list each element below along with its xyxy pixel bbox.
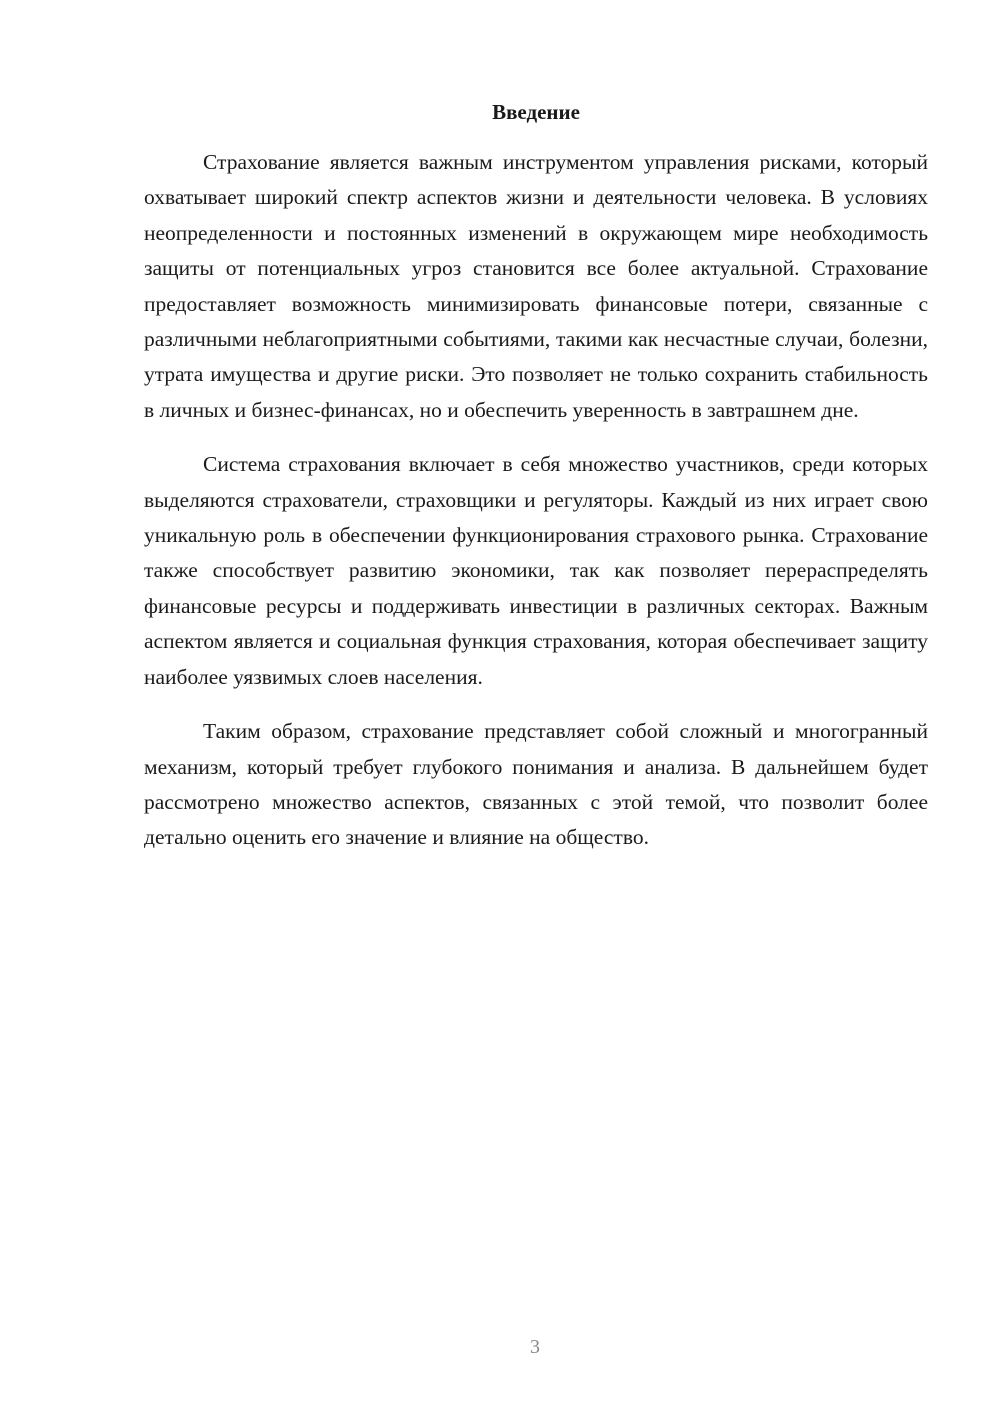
body-text [144,145,928,875]
page-number: 3 [530,1336,540,1358]
paragraph-3: Таким образом, страхование представляет собой сложный и многогранный механизм, который требует глубокого понимания и анализа. В дальнейшем будет рассмотрено множество аспектов, связанных с этой темой, что позволит более детально оценить его значение и влияние на общество. [144,719,928,850]
paragraph-2: Система страхования включает в себя множество участников, среди которых выделяются страхователи, страховщики и регуляторы. Каждый из них играет свою уникальную роль в обеспечении функционирования страхового рынка. Страхование также способствует развитию экономики, так как позволяет перераспределять финансовые ресурсы и поддерживать инвестиции в различных секторах. Важным аспектом является и социальная функция страхования, которая обеспечивает защиту наиболее уязвимых слоев населения. [144,452,928,689]
page-title: Введение [492,100,580,124]
paragraph-1: Страхование является важным инструментом управления рисками, который охватывает широкий спектр аспектов жизни и деятельности человека. В условиях неопределенности и постоянных изменений в окружающем мире необходимость защиты от потенциальных угроз становится все более актуальной. Страхование предоставляет возможность минимизировать финансовые потери, связанные с различными неблагоприятными событиями, такими как несчастные случаи, болезни, утрата имущества и другие риски. Это позволяет не только сохранить стабильность в личных и бизнес-финансах, но и обеспечить уверенность в завтрашнем дне. [144,150,928,422]
